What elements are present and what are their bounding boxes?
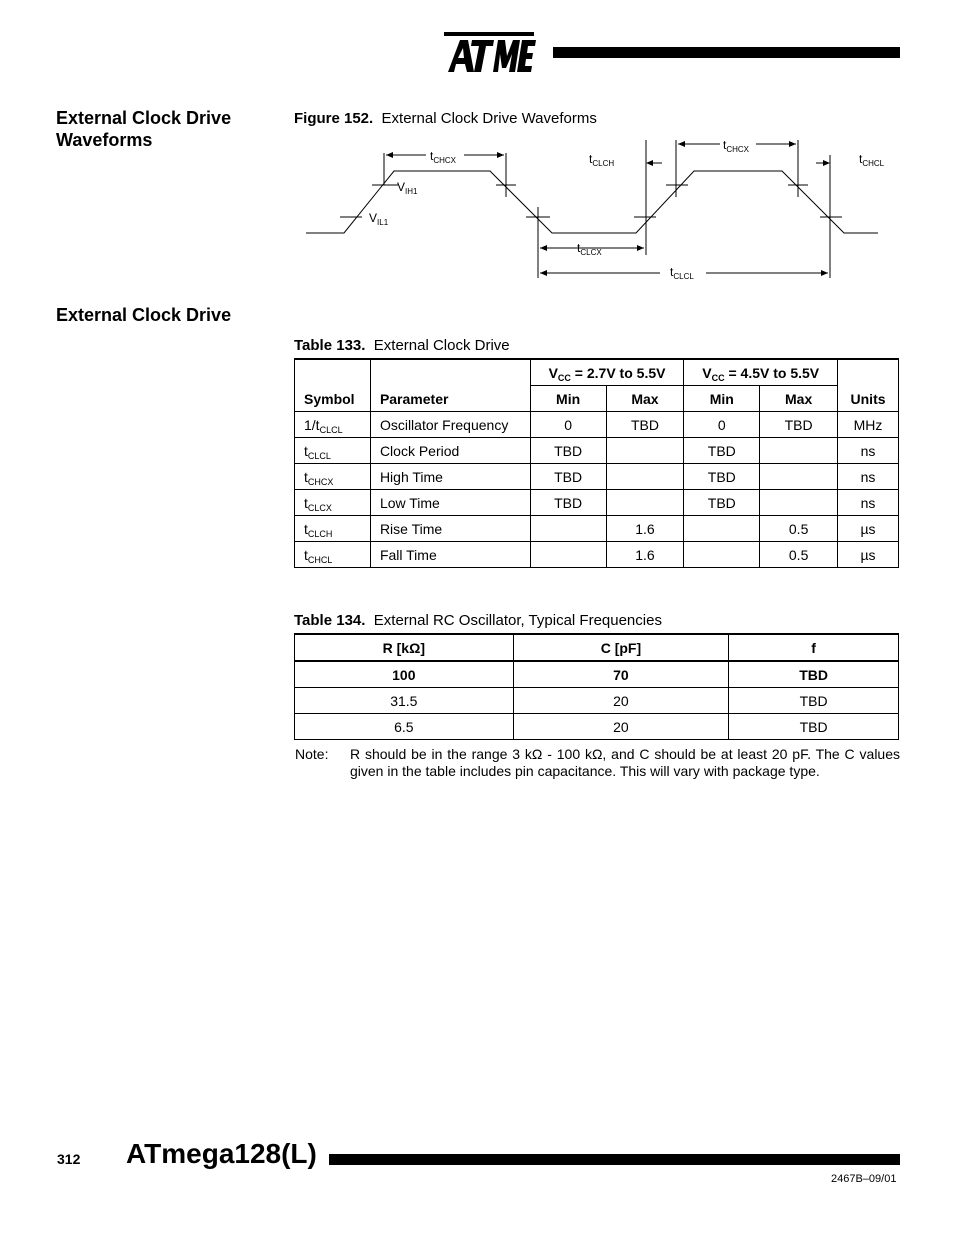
document-code: 2467B–09/01 — [831, 1173, 897, 1185]
document-title: ATmega128(L) — [126, 1138, 317, 1169]
header-min: Min — [684, 386, 760, 412]
cell-min1: 0 — [530, 412, 606, 438]
cell-c: 70 — [513, 661, 729, 688]
table-row — [295, 412, 899, 438]
cell-max1: TBD — [606, 412, 684, 438]
table-row — [295, 688, 899, 714]
section-heading-clock-drive: External Clock Drive — [56, 305, 232, 325]
arrowhead — [678, 141, 685, 147]
table-row — [295, 464, 899, 490]
label-tclcx: $t_{CLCX}$ — [577, 241, 602, 257]
cell-parameter: Rise Time — [370, 516, 530, 542]
cell-max1 — [606, 464, 684, 490]
arrowhead — [540, 245, 547, 251]
cell-max1: 1.6 — [606, 516, 684, 542]
header-c: C [pF] — [513, 634, 729, 661]
table-header-row — [295, 359, 899, 386]
cell-min2 — [684, 516, 760, 542]
section-heading-line: Waveforms — [56, 130, 153, 150]
section-heading-waveforms — [56, 107, 231, 151]
arrowhead — [823, 160, 830, 166]
cell-units: µs — [838, 516, 899, 542]
label-tchcx-right: $t_{CHCX}$ — [723, 138, 750, 154]
cell-r: 100 — [295, 661, 514, 688]
cell-max2: TBD — [760, 412, 838, 438]
cell-min1 — [530, 516, 606, 542]
table-title: External Clock Drive — [373, 337, 510, 354]
cell-units: ns — [838, 464, 899, 490]
cell-min1 — [530, 542, 606, 568]
note-text: R should be in the range 3 kΩ - 100 kΩ, and C should be at least 20 pF. The C values given in the table includes pin capacitance. This will vary with package type. — [350, 746, 900, 779]
cell-max2: 0.5 — [760, 542, 838, 568]
note-label: Note: — [295, 746, 329, 762]
cell-parameter: Low Time — [370, 490, 530, 516]
table-label: Table 134. — [294, 612, 366, 629]
table-row — [295, 490, 899, 516]
cell-r: 6.5 — [295, 714, 514, 740]
waveform-line — [306, 171, 878, 233]
cell-min2: TBD — [684, 490, 760, 516]
cell-min1: TBD — [530, 464, 606, 490]
arrowhead — [637, 245, 644, 251]
label-tchcx-left: $t_{CHCX}$ — [430, 149, 457, 165]
cell-min2: 0 — [684, 412, 760, 438]
clock-waveform-diagram — [300, 135, 890, 285]
header-units: Units — [838, 359, 899, 412]
cell-max1: 1.6 — [606, 542, 684, 568]
cell-units: MHz — [838, 412, 899, 438]
cell-parameter: Clock Period — [370, 438, 530, 464]
arrowhead — [789, 141, 796, 147]
atmel-logo — [438, 28, 540, 78]
arrowhead — [386, 152, 393, 158]
cell-max2 — [760, 438, 838, 464]
cell-min2: TBD — [684, 464, 760, 490]
figure-label: Figure 152. — [294, 110, 374, 127]
label-vil1: $V_{IL1}$ — [369, 211, 389, 227]
external-clock-drive-table — [294, 358, 899, 568]
cell-parameter: Fall Time — [370, 542, 530, 568]
cell-units: ns — [838, 438, 899, 464]
arrowhead — [646, 160, 653, 166]
page-number: 312 — [57, 1151, 81, 1167]
cell-symbol: $t_{CLCH}$ — [295, 516, 371, 542]
cell-f: TBD — [729, 688, 899, 714]
arrowhead — [497, 152, 504, 158]
label-vih1: $V_{IH1}$ — [397, 180, 418, 196]
header-max: Max — [760, 386, 838, 412]
arrowhead — [821, 270, 828, 276]
label-tchcl: $t_{CHCL}$ — [859, 152, 885, 168]
cell-max1 — [606, 438, 684, 464]
cell-r: 31.5 — [295, 688, 514, 714]
header-r: R [kΩ] — [295, 634, 514, 661]
header-max: Max — [606, 386, 684, 412]
label-tclcl: $t_{CLCL}$ — [670, 265, 694, 281]
label-tclch: $t_{CLCH}$ — [589, 152, 615, 168]
table-row — [295, 714, 899, 740]
header-symbol: Symbol — [295, 359, 371, 412]
table-body — [295, 412, 899, 568]
cell-symbol: $t_{CLCX}$ — [295, 490, 371, 516]
cell-max2 — [760, 464, 838, 490]
cell-symbol: $1/t_{CLCL}$ — [295, 412, 371, 438]
header-parameter: Parameter — [370, 359, 530, 412]
table-133-caption — [294, 337, 510, 354]
table-row — [295, 516, 899, 542]
table-row — [295, 661, 899, 688]
table-body — [295, 661, 899, 740]
cell-max1 — [606, 490, 684, 516]
figure-caption — [294, 110, 597, 127]
header-f: f — [729, 634, 899, 661]
cell-min1: TBD — [530, 490, 606, 516]
table-label: Table 133. — [294, 337, 366, 354]
cell-min1: TBD — [530, 438, 606, 464]
cell-symbol: $t_{CLCL}$ — [295, 438, 371, 464]
header-vcc-range-1: $V_{CC} = 2.7V$ to 5.5V — [530, 359, 684, 386]
table-header-row — [295, 634, 899, 661]
rc-oscillator-table — [294, 633, 899, 740]
footer-rule — [329, 1154, 900, 1165]
cell-f: TBD — [729, 714, 899, 740]
cell-symbol: $t_{CHCX}$ — [295, 464, 371, 490]
cell-parameter: Oscillator Frequency — [370, 412, 530, 438]
cell-parameter: High Time — [370, 464, 530, 490]
table-row — [295, 542, 899, 568]
cell-f: TBD — [729, 661, 899, 688]
header-rule — [553, 47, 900, 58]
table-row — [295, 438, 899, 464]
cell-symbol: $t_{CHCL}$ — [295, 542, 371, 568]
table-title: External RC Oscillator, Typical Frequencies — [373, 612, 662, 629]
figure-title: External Clock Drive Waveforms — [381, 110, 597, 127]
header-vcc-range-2: $V_{CC} = 4.5V$ to 5.5V — [684, 359, 838, 386]
cell-min2: TBD — [684, 438, 760, 464]
cell-c: 20 — [513, 688, 729, 714]
section-heading-line: External Clock Drive — [56, 108, 232, 128]
cell-units: µs — [838, 542, 899, 568]
cell-units: ns — [838, 490, 899, 516]
arrowhead — [540, 270, 547, 276]
header-min: Min — [530, 386, 606, 412]
cell-min2 — [684, 542, 760, 568]
cell-c: 20 — [513, 714, 729, 740]
cell-max2: 0.5 — [760, 516, 838, 542]
cell-max2 — [760, 490, 838, 516]
table-134-caption — [294, 612, 662, 629]
